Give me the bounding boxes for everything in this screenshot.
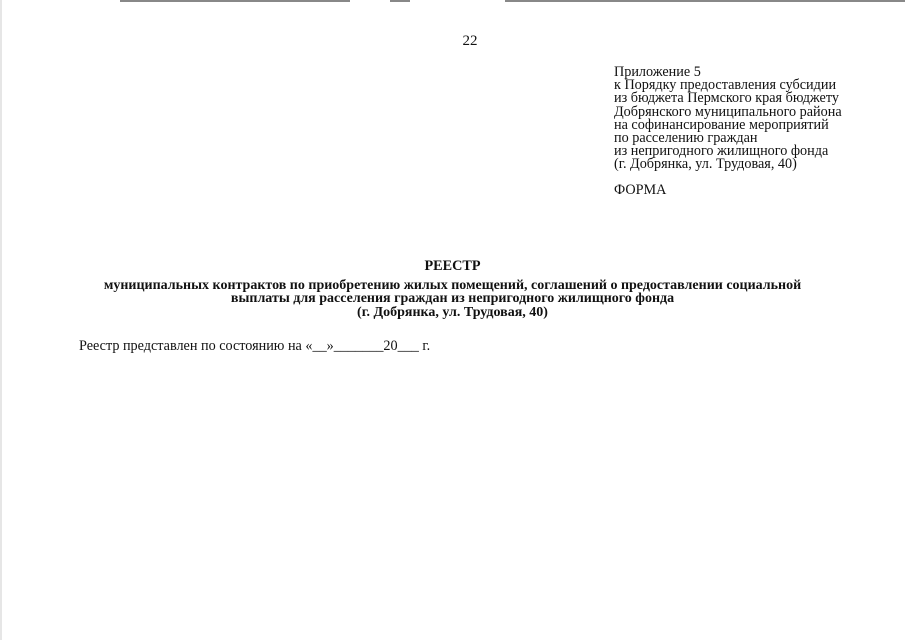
- appendix-line: Добрянского муниципального района: [614, 103, 842, 120]
- registry-subtitle: [60, 279, 845, 319]
- appendix-line: из бюджета Пермского края бюджету: [614, 90, 839, 107]
- scan-edge-top: [120, 0, 350, 2]
- appendix-line: к Порядку предоставления субсидии: [614, 77, 837, 94]
- form-label: ФОРМА: [614, 182, 667, 198]
- registry-subtitle-line: муниципальных контрактов по приобретению жилых помещений, соглашений о предоставлении социальной: [103, 278, 802, 293]
- registry-subtitle-line: выплаты для расселения граждан из непригодного жилищного фонда: [230, 291, 675, 307]
- scan-edge-left: [0, 0, 2, 640]
- appendix-line: Приложение 5: [614, 64, 701, 80]
- appendix-line: из непригодного жилищного фонда: [614, 143, 829, 160]
- appendix-line: (г. Добрянка, ул. Трудовая, 40): [614, 156, 797, 173]
- appendix-block: [614, 66, 884, 172]
- registry-subtitle-line: (г. Добрянка, ул. Трудовая, 40): [357, 304, 548, 320]
- page-number: 22: [462, 33, 478, 49]
- scan-edge-top: [505, 0, 905, 2]
- scan-edge-top: [390, 0, 410, 2]
- appendix-line: по расселению граждан: [614, 130, 758, 147]
- appendix-line: на софинансирование мероприятий: [614, 116, 829, 133]
- status-date-line: Реестр представлен по состоянию на «__»_______20___ г.: [79, 338, 431, 354]
- registry-title: РЕЕСТР: [424, 258, 481, 274]
